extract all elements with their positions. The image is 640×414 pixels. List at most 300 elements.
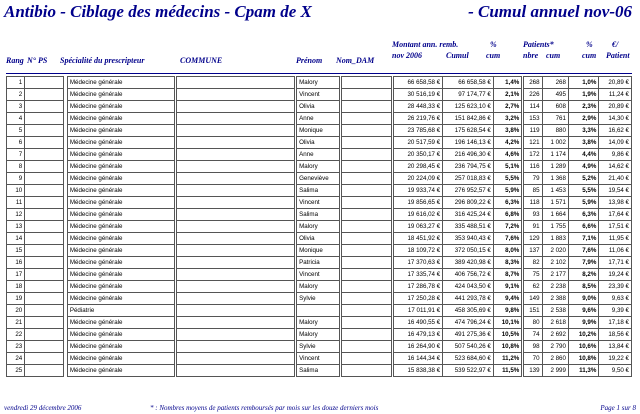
cell-nbre: 70 [524, 353, 542, 365]
cell-empty [25, 77, 64, 89]
cell-empty [177, 281, 295, 293]
cell-empty [341, 89, 392, 101]
cell-nbre: 116 [524, 161, 542, 173]
cell-empty [25, 149, 64, 161]
cell-prenom: Malory [297, 161, 340, 173]
cell-spec: Médecine générale [67, 329, 175, 341]
cell-pct: 7,6% [493, 233, 521, 245]
col-commune: COMMUNE [180, 56, 223, 65]
cell-nbre: 139 [524, 365, 542, 377]
table-row [7, 257, 632, 269]
cell-empty [177, 341, 295, 353]
cell-pct: 2,7% [493, 101, 521, 113]
cell-cumul: 175 628,54 € [443, 125, 494, 137]
cell-empty [341, 353, 392, 365]
cell-eur: 9,86 € [599, 149, 632, 161]
col-prenom: Prénom [296, 56, 323, 65]
cell-empty [25, 161, 64, 173]
cell-spec: Médecine générale [67, 365, 175, 377]
cell-pcum: 1 453 [542, 185, 568, 197]
cell-spec: Médecine générale [67, 221, 175, 233]
table-row [7, 197, 632, 209]
cell-prenom: Malory [297, 77, 340, 89]
cell-montant: 19 616,02 € [394, 209, 443, 221]
cell-prenom: Olivia [297, 101, 340, 113]
cell-eur: 9,39 € [599, 305, 632, 317]
table-row [7, 233, 632, 245]
cell-cumul: 316 425,24 € [443, 209, 494, 221]
cell-pcum: 1 755 [542, 221, 568, 233]
cell-montant: 19 063,27 € [394, 221, 443, 233]
cell-rang: 22 [7, 329, 25, 341]
cell-eur: 9,63 € [599, 293, 632, 305]
cell-rang: 13 [7, 221, 25, 233]
table-row [7, 329, 632, 341]
cell-pct2: 4,4% [568, 149, 598, 161]
cell-montant: 19 856,65 € [394, 197, 443, 209]
cell-empty [177, 317, 295, 329]
cell-rang: 5 [7, 125, 25, 137]
cell-empty [341, 113, 392, 125]
cell-cumul: 441 293,78 € [443, 293, 494, 305]
cell-pct2: 8,2% [568, 269, 598, 281]
col-patients-cum: cum [546, 51, 561, 60]
table-row [7, 125, 632, 137]
cell-empty [25, 269, 64, 281]
footer-note: * : Nombres moyens de patients remboursés par mois sur les douze derniers mois [150, 404, 379, 412]
cell-rang: 10 [7, 185, 25, 197]
cell-spec: Médecine générale [67, 137, 175, 149]
cell-pct: 9,1% [493, 281, 521, 293]
cell-empty [177, 161, 295, 173]
cell-pct: 5,9% [493, 185, 521, 197]
cell-empty [341, 329, 392, 341]
cell-empty [25, 281, 64, 293]
cell-montant: 20 517,59 € [394, 137, 443, 149]
cell-prenom: Monique [297, 125, 340, 137]
cell-montant: 30 516,19 € [394, 89, 443, 101]
cell-spec: Médecine générale [67, 317, 175, 329]
cell-pct: 7,2% [493, 221, 521, 233]
cell-prenom: Monique [297, 245, 340, 257]
cell-eur: 17,51 € [599, 221, 632, 233]
cell-montant: 15 838,38 € [394, 365, 443, 377]
cell-nbre: 172 [524, 149, 542, 161]
cell-montant: 23 785,68 € [394, 125, 443, 137]
cell-empty [177, 185, 295, 197]
cell-pct2: 5,2% [568, 173, 598, 185]
cell-pcum: 608 [542, 101, 568, 113]
cell-rang: 20 [7, 305, 25, 317]
cell-pct2: 5,5% [568, 185, 598, 197]
cell-eur: 14,30 € [599, 113, 632, 125]
cell-spec: Médecine générale [67, 257, 175, 269]
table-row [7, 185, 632, 197]
cell-eur: 9,50 € [599, 365, 632, 377]
table-row [7, 365, 632, 377]
cell-cumul: 257 018,83 € [443, 173, 494, 185]
cell-empty [25, 221, 64, 233]
cell-empty [341, 365, 392, 377]
cell-cumul: 335 488,51 € [443, 221, 494, 233]
cell-spec: Médecine générale [67, 245, 175, 257]
cell-pct2: 8,5% [568, 281, 598, 293]
cell-cumul: 507 540,26 € [443, 341, 494, 353]
cell-eur: 21,40 € [599, 173, 632, 185]
cell-eur: 18,56 € [599, 329, 632, 341]
cell-pcum: 2 388 [542, 293, 568, 305]
cell-empty [177, 353, 295, 365]
cell-cumul: 458 305,69 € [443, 305, 494, 317]
cell-spec: Pédiatrie [67, 305, 175, 317]
cell-montant: 17 335,74 € [394, 269, 443, 281]
cell-nbre: 114 [524, 101, 542, 113]
cell-eur: 14,09 € [599, 137, 632, 149]
cell-prenom: Patricia [297, 257, 340, 269]
cell-pct2: 7,6% [568, 245, 598, 257]
cell-empty [25, 305, 64, 317]
cell-pct: 9,8% [493, 305, 521, 317]
cell-pct: 8,0% [493, 245, 521, 257]
table-body [7, 77, 632, 377]
cell-pct2: 3,8% [568, 137, 598, 149]
cell-montant: 17 286,78 € [394, 281, 443, 293]
cell-pct: 5,5% [493, 173, 521, 185]
cell-pct2: 2,3% [568, 101, 598, 113]
cell-nbre: 85 [524, 185, 542, 197]
col-pct-cum: % [490, 40, 497, 49]
page-footer [0, 404, 640, 414]
cell-pct2: 5,9% [568, 197, 598, 209]
cell-empty [25, 125, 64, 137]
cell-empty [341, 161, 392, 173]
cell-cumul: 539 522,97 € [443, 365, 494, 377]
cell-rang: 25 [7, 365, 25, 377]
cell-empty [25, 89, 64, 101]
col-rang: Rang [6, 56, 24, 65]
cell-pct2: 9,6% [568, 305, 598, 317]
cell-empty [25, 233, 64, 245]
physician-table [6, 76, 632, 377]
cell-pct2: 10,6% [568, 341, 598, 353]
cell-cumul: 389 420,98 € [443, 257, 494, 269]
cell-cumul: 125 623,10 € [443, 101, 494, 113]
cell-empty [341, 245, 392, 257]
cell-prenom: Geneviève [297, 173, 340, 185]
cell-empty [25, 173, 64, 185]
cell-nbre: 79 [524, 173, 542, 185]
cell-prenom: Sylvie [297, 341, 340, 353]
cell-spec: Médecine générale [67, 233, 175, 245]
cell-nbre: 121 [524, 137, 542, 149]
cell-empty [177, 245, 295, 257]
cell-cumul: 151 842,86 € [443, 113, 494, 125]
cell-empty [341, 221, 392, 233]
cell-rang: 14 [7, 233, 25, 245]
cell-empty [25, 101, 64, 113]
table-row [7, 161, 632, 173]
cell-rang: 3 [7, 101, 25, 113]
cell-montant: 17 370,63 € [394, 257, 443, 269]
cell-pct: 10,1% [493, 317, 521, 329]
cell-empty [25, 209, 64, 221]
cell-pct: 10,5% [493, 329, 521, 341]
cell-empty [341, 101, 392, 113]
cell-empty [177, 113, 295, 125]
cell-rang: 19 [7, 293, 25, 305]
cell-cumul: 424 043,50 € [443, 281, 494, 293]
cell-montant: 16 264,90 € [394, 341, 443, 353]
table-row [7, 77, 632, 89]
col-montant: Montant ann. remb. [392, 40, 459, 49]
cell-spec: Médecine générale [67, 281, 175, 293]
cell-eur: 13,84 € [599, 341, 632, 353]
cell-nbre: 91 [524, 221, 542, 233]
cell-montant: 16 144,34 € [394, 353, 443, 365]
cell-empty [25, 293, 64, 305]
cell-montant: 20 350,17 € [394, 149, 443, 161]
cell-nbre: 98 [524, 341, 542, 353]
cell-rang: 2 [7, 89, 25, 101]
cell-pcum: 1 664 [542, 209, 568, 221]
cell-montant: 28 448,33 € [394, 101, 443, 113]
cell-pct: 10,8% [493, 341, 521, 353]
cell-montant: 66 658,58 € [394, 77, 443, 89]
table-row [7, 317, 632, 329]
cell-empty [177, 101, 295, 113]
cell-rang: 9 [7, 173, 25, 185]
table-row [7, 137, 632, 149]
cell-empty [177, 305, 295, 317]
cell-eur: 17,71 € [599, 257, 632, 269]
cell-prenom [297, 305, 340, 317]
cell-rang: 17 [7, 269, 25, 281]
col-patients: Patients* [523, 40, 554, 49]
cell-montant: 16 479,13 € [394, 329, 443, 341]
cell-empty [341, 125, 392, 137]
cell-eur: 17,18 € [599, 317, 632, 329]
col-pct2-label: cum [582, 51, 597, 60]
cell-empty [25, 257, 64, 269]
cell-montant: 18 109,72 € [394, 245, 443, 257]
table-row [7, 245, 632, 257]
cell-pct: 2,1% [493, 89, 521, 101]
cell-cumul: 196 146,13 € [443, 137, 494, 149]
col-montant-cumul: Cumul [446, 51, 469, 60]
cell-empty [341, 281, 392, 293]
cell-cumul: 296 809,22 € [443, 197, 494, 209]
cell-prenom: Vincent [297, 353, 340, 365]
cell-empty [341, 305, 392, 317]
cell-spec: Médecine générale [67, 89, 175, 101]
table-row [7, 221, 632, 233]
cell-empty [341, 293, 392, 305]
cell-prenom: Olivia [297, 137, 340, 149]
cell-pct: 4,2% [493, 137, 521, 149]
cell-montant: 17 250,28 € [394, 293, 443, 305]
cell-rang: 24 [7, 353, 25, 365]
cell-spec: Médecine générale [67, 341, 175, 353]
cell-empty [177, 209, 295, 221]
cell-empty [25, 137, 64, 149]
cell-pct: 11,2% [493, 353, 521, 365]
cell-pct2: 1,0% [568, 77, 598, 89]
cell-spec: Médecine générale [67, 269, 175, 281]
cell-nbre: 129 [524, 233, 542, 245]
cell-empty [25, 185, 64, 197]
cell-empty [177, 173, 295, 185]
cell-rang: 23 [7, 341, 25, 353]
cell-eur: 11,06 € [599, 245, 632, 257]
cell-pcum: 1 289 [542, 161, 568, 173]
cell-empty [341, 233, 392, 245]
cell-prenom: Malory [297, 221, 340, 233]
cell-rang: 21 [7, 317, 25, 329]
cell-pcum: 2 020 [542, 245, 568, 257]
cell-spec: Médecine générale [67, 197, 175, 209]
cell-prenom: Anne [297, 149, 340, 161]
cell-montant: 17 011,91 € [394, 305, 443, 317]
cell-cumul: 353 940,43 € [443, 233, 494, 245]
cell-pct2: 10,2% [568, 329, 598, 341]
cell-pct2: 11,3% [568, 365, 598, 377]
report-period: - Cumul annuel nov-06 [468, 2, 632, 21]
cell-pct: 8,7% [493, 269, 521, 281]
col-eur-label: Patient [606, 51, 630, 60]
cell-rang: 12 [7, 209, 25, 221]
cell-cumul: 276 952,57 € [443, 185, 494, 197]
cell-rang: 15 [7, 245, 25, 257]
cell-empty [341, 269, 392, 281]
cell-eur: 16,62 € [599, 125, 632, 137]
cell-empty [341, 77, 392, 89]
cell-eur: 23,39 € [599, 281, 632, 293]
cell-empty [177, 149, 295, 161]
cell-prenom: Olivia [297, 233, 340, 245]
cell-prenom: Salima [297, 185, 340, 197]
cell-montant: 26 219,76 € [394, 113, 443, 125]
cell-eur: 20,89 € [599, 101, 632, 113]
cell-pct2: 3,3% [568, 125, 598, 137]
table-row [7, 209, 632, 221]
cell-nbre: 80 [524, 317, 542, 329]
cell-pcum: 880 [542, 125, 568, 137]
cell-empty [341, 317, 392, 329]
cell-eur: 19,22 € [599, 353, 632, 365]
cell-montant: 18 451,92 € [394, 233, 443, 245]
cell-empty [25, 341, 64, 353]
cell-spec: Médecine générale [67, 125, 175, 137]
footer-page: Page 1 sur 8 [600, 404, 636, 412]
footer-date: vendredi 29 décembre 2006 [4, 404, 82, 412]
cell-prenom: Vincent [297, 197, 340, 209]
cell-nbre: 153 [524, 113, 542, 125]
cell-prenom: Anne [297, 113, 340, 125]
cell-pcum: 1 883 [542, 233, 568, 245]
cell-pcum: 2 692 [542, 329, 568, 341]
cell-pct: 6,3% [493, 197, 521, 209]
cell-pcum: 1 174 [542, 149, 568, 161]
cell-eur: 19,54 € [599, 185, 632, 197]
cell-spec: Médecine générale [67, 185, 175, 197]
cell-nbre: 226 [524, 89, 542, 101]
cell-nbre: 62 [524, 281, 542, 293]
cell-pcum: 1 002 [542, 137, 568, 149]
cell-rang: 6 [7, 137, 25, 149]
cell-montant: 19 933,74 € [394, 185, 443, 197]
cell-pct: 5,1% [493, 161, 521, 173]
cell-pcum: 761 [542, 113, 568, 125]
cell-nbre: 82 [524, 257, 542, 269]
cell-rang: 1 [7, 77, 25, 89]
cell-empty [177, 221, 295, 233]
cell-pct: 4,6% [493, 149, 521, 161]
cell-spec: Médecine générale [67, 113, 175, 125]
cell-pcum: 2 860 [542, 353, 568, 365]
cell-empty [25, 353, 64, 365]
cell-montant: 16 490,55 € [394, 317, 443, 329]
col-nom-dam: Nom_DAM [336, 56, 375, 65]
table-row [7, 101, 632, 113]
cell-nbre: 149 [524, 293, 542, 305]
cell-spec: Médecine générale [67, 293, 175, 305]
report-header [4, 2, 636, 26]
cell-rang: 8 [7, 161, 25, 173]
cell-nbre: 151 [524, 305, 542, 317]
cell-eur: 14,62 € [599, 161, 632, 173]
table-row [7, 293, 632, 305]
cell-empty [341, 185, 392, 197]
cell-pcum: 1 368 [542, 173, 568, 185]
cell-pct: 8,3% [493, 257, 521, 269]
cell-montant: 20 298,45 € [394, 161, 443, 173]
cell-empty [341, 197, 392, 209]
cell-spec: Médecine générale [67, 173, 175, 185]
cell-empty [177, 269, 295, 281]
cell-rang: 4 [7, 113, 25, 125]
cell-pcum: 268 [542, 77, 568, 89]
cell-prenom: Malory [297, 281, 340, 293]
cell-empty [25, 365, 64, 377]
cell-pcum: 2 999 [542, 365, 568, 377]
cell-cumul: 406 756,72 € [443, 269, 494, 281]
cell-rang: 16 [7, 257, 25, 269]
column-headers [0, 40, 640, 74]
cell-empty [341, 341, 392, 353]
cell-nbre: 75 [524, 269, 542, 281]
col-patients-nbre: nbre [523, 51, 539, 60]
cell-pcum: 495 [542, 89, 568, 101]
cell-pct: 1,4% [493, 77, 521, 89]
cell-empty [341, 149, 392, 161]
cell-pct2: 7,9% [568, 257, 598, 269]
cell-cumul: 491 275,36 € [443, 329, 494, 341]
cell-pct2: 7,1% [568, 233, 598, 245]
table-row [7, 173, 632, 185]
cell-pcum: 2 238 [542, 281, 568, 293]
header-rule [6, 73, 632, 74]
col-eur: €/ [612, 40, 619, 49]
cell-empty [177, 77, 295, 89]
cell-pcum: 2 102 [542, 257, 568, 269]
cell-cumul: 216 496,30 € [443, 149, 494, 161]
cell-eur: 19,24 € [599, 269, 632, 281]
cell-empty [177, 257, 295, 269]
cell-empty [177, 293, 295, 305]
cell-eur: 20,89 € [599, 77, 632, 89]
table-row [7, 281, 632, 293]
cell-spec: Médecine générale [67, 161, 175, 173]
